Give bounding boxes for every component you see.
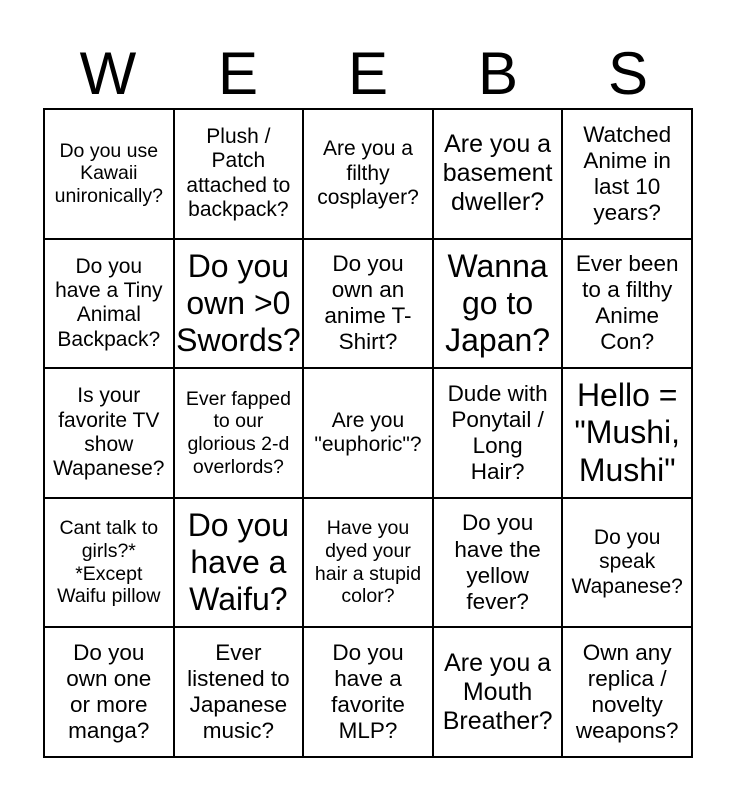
header-letter-b: B	[477, 40, 519, 107]
cell-text: Do you have a Tiny Animal Backpack?	[55, 254, 163, 351]
bingo-cell-r3-c2[interactable]	[174, 368, 304, 498]
bingo-cell-r1-c4[interactable]	[433, 109, 563, 239]
cell-text: Is your favorite TV show Wapanese?	[53, 384, 165, 481]
cell-text: Ever listened to Japanese music?	[187, 640, 290, 744]
cell-text: Dude with Ponytail / Long Hair?	[447, 380, 548, 485]
cell-text: Do you own an anime T- Shirt?	[324, 251, 412, 355]
bingo-cell-r4-c5[interactable]	[562, 498, 692, 628]
bingo-cell-r2-c2[interactable]	[174, 239, 304, 369]
bingo-cell-r3-c3[interactable]	[303, 368, 433, 498]
cell-text: Do you use Kawaii unironically?	[54, 139, 163, 208]
bingo-cell-r5-c2[interactable]	[174, 627, 304, 757]
bingo-cell-r2-c4[interactable]	[433, 239, 563, 369]
cell-text: Do you have the yellow fever?	[454, 510, 541, 614]
bingo-cell-r3-c1[interactable]	[44, 368, 174, 498]
bingo-cell-r3-c4[interactable]	[433, 368, 563, 498]
cell-text: Are you a Mouth Breather?	[442, 648, 553, 735]
cell-text: Hello = "Mushi, Mushi"	[574, 377, 680, 488]
bingo-cell-r5-c5[interactable]	[562, 627, 692, 757]
bingo-cell-r4-c1[interactable]	[44, 498, 174, 628]
bingo-cell-r1-c5[interactable]	[562, 109, 692, 239]
cell-text: Cant talk to girls?* *Except Waifu pillow	[57, 517, 161, 608]
cell-text: Are you "euphoric"?	[314, 408, 422, 456]
cell-text: Ever been to a filthy Anime Con?	[575, 251, 679, 355]
bingo-cell-r4-c4[interactable]	[433, 498, 563, 628]
bingo-cell-r4-c2[interactable]	[174, 498, 304, 628]
bingo-cell-r5-c4[interactable]	[433, 627, 563, 757]
cell-text: Have you dyed your hair a stupid color?	[314, 517, 422, 608]
bingo-cell-r1-c2[interactable]	[174, 109, 304, 239]
cell-text: Watched Anime in last 10 years?	[583, 121, 672, 225]
cell-text: Are you a filthy cosplayer?	[317, 137, 419, 209]
bingo-cell-r2-c3[interactable]	[303, 239, 433, 369]
bingo-cell-r3-c5[interactable]	[562, 368, 692, 498]
cell-text: Wanna go to Japan?	[445, 247, 551, 358]
cell-text: Plush / Patch attached to backpack?	[186, 125, 291, 222]
bingo-cell-r2-c5[interactable]	[562, 239, 692, 369]
bingo-cell-r5-c3[interactable]	[303, 627, 433, 757]
cell-text: Do you own >0 Swords?	[176, 247, 301, 358]
bingo-cell-r1-c1[interactable]	[44, 109, 174, 239]
header-letter-w: W	[79, 40, 137, 107]
cell-text: Do you speak Wapanese?	[571, 526, 683, 598]
bingo-cell-r1-c3[interactable]	[303, 109, 433, 239]
bingo-header	[43, 40, 693, 108]
cell-text: Do you have a Waifu?	[187, 506, 290, 618]
cell-text: Own any replica / novelty weapons?	[575, 640, 679, 744]
cell-text: Are you a basement dweller?	[442, 130, 553, 217]
header-letter-s: S	[607, 40, 649, 107]
header-letter-e1: E	[217, 40, 259, 107]
cell-text: Ever fapped to our glorious 2-d overlords?	[185, 387, 291, 478]
bingo-board	[43, 108, 693, 758]
bingo-cell-r2-c1[interactable]	[44, 239, 174, 369]
bingo-cell-r5-c1[interactable]	[44, 627, 174, 757]
bingo-cell-r4-c3[interactable]	[303, 498, 433, 628]
cell-text: Do you have a favorite MLP?	[331, 640, 405, 744]
cell-text: Do you own one or more manga?	[66, 640, 152, 744]
header-letter-e2: E	[347, 40, 389, 107]
